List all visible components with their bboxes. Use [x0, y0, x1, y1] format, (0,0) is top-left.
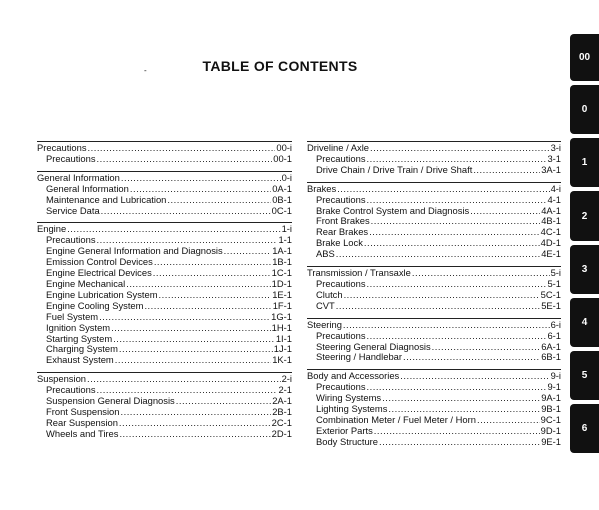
- entry-page-number: 4-1: [547, 193, 561, 205]
- toc-entry[interactable]: [307, 331, 561, 342]
- entry-page-number: 4A-1: [541, 204, 561, 216]
- dot-leader: [121, 173, 281, 184]
- dot-leader: [101, 206, 271, 217]
- entry-page-number: 2B-1: [272, 405, 292, 417]
- entry-page-number: 9D-1: [540, 424, 561, 436]
- dot-leader: [412, 268, 550, 279]
- toc-entry[interactable]: [307, 165, 561, 176]
- dot-leader: [154, 257, 271, 268]
- entry-page-number: 1K-1: [272, 354, 292, 366]
- entry-page-number: 00-1: [273, 152, 292, 164]
- toc-section: [37, 222, 292, 366]
- toc-entry[interactable]: [307, 301, 561, 312]
- entry-label: Drive Chain / Drive Train / Drive Shaft: [316, 163, 473, 175]
- entry-page-number: 4E-1: [541, 248, 561, 260]
- dot-leader: [153, 268, 271, 279]
- entry-label: Maintenance and Lubrication: [46, 193, 167, 205]
- dot-leader: [367, 195, 547, 206]
- entry-label: Suspension General Diagnosis: [46, 395, 175, 407]
- toc-entry[interactable]: [307, 352, 561, 363]
- dot-leader: [343, 320, 550, 331]
- section-tab[interactable]: 4: [570, 298, 599, 347]
- dot-leader: [364, 238, 540, 249]
- entry-page-number: 1A-1: [272, 245, 292, 257]
- entry-label: Brake Control System and Diagnosis: [316, 204, 470, 216]
- entry-page-number: 1I-1: [275, 332, 292, 344]
- stray-mark: -: [144, 66, 147, 75]
- toc-section-heading[interactable]: [307, 184, 561, 195]
- entry-label: Front Suspension: [46, 405, 120, 417]
- entry-page-number: 4D-1: [540, 237, 561, 249]
- dot-leader: [224, 246, 272, 257]
- toc-entry[interactable]: [307, 195, 561, 206]
- toc-section: [307, 266, 561, 312]
- entry-label: Starting System: [46, 332, 113, 344]
- entry-label: Brake Lock: [316, 237, 363, 249]
- entry-page-number: 00-i: [276, 142, 292, 153]
- dot-leader: [120, 407, 271, 418]
- dot-leader: [403, 352, 540, 363]
- dot-leader: [367, 331, 547, 342]
- entry-label: Precautions: [46, 384, 96, 396]
- entry-page-number: 2C-1: [271, 416, 292, 428]
- entry-page-number: 1D-1: [271, 277, 292, 289]
- dot-leader: [371, 216, 541, 227]
- entry-page-number: 4-i: [550, 182, 561, 194]
- entry-label: Fuel System: [46, 310, 99, 322]
- entry-label: Precautions: [37, 142, 87, 153]
- dot-leader: [167, 195, 271, 206]
- entry-label: Body and Accessories: [307, 370, 400, 382]
- entry-label: Precautions: [316, 193, 366, 205]
- entry-label: Driveline / Axle: [307, 142, 370, 153]
- entry-page-number: 1G-1: [271, 310, 292, 322]
- dot-leader: [87, 374, 281, 385]
- entry-label: Body Structure: [316, 435, 379, 447]
- entry-label: Front Brakes: [316, 215, 370, 227]
- toc-entry[interactable]: [37, 355, 292, 366]
- toc-entry[interactable]: [37, 323, 292, 334]
- toc-entry[interactable]: [37, 206, 292, 217]
- entry-label: Charging System: [46, 343, 118, 355]
- dot-leader: [115, 355, 271, 366]
- entry-page-number: 1F-1: [272, 299, 292, 311]
- entry-label: General Information: [46, 182, 129, 194]
- toc-entry[interactable]: [307, 279, 561, 290]
- toc-section: [37, 372, 292, 439]
- entry-page-number: 1-1: [278, 234, 292, 246]
- dot-leader: [432, 342, 541, 353]
- toc-section: [307, 182, 561, 260]
- toc-entry[interactable]: [37, 195, 292, 206]
- entry-label: Transmission / Transaxle: [307, 267, 411, 279]
- entry-page-number: 3-1: [547, 152, 561, 164]
- entry-label: Exhaust System: [46, 354, 114, 366]
- entry-label: Precautions: [316, 381, 366, 393]
- entry-label: Engine General Information and Diagnosis: [46, 245, 223, 257]
- section-tab[interactable]: 6: [570, 404, 599, 453]
- entry-page-number: 9B-1: [541, 403, 561, 415]
- entry-page-number: 6B-1: [541, 351, 561, 363]
- dot-leader: [369, 227, 540, 238]
- entry-label: Steering: [307, 318, 342, 330]
- entry-label: Precautions: [316, 329, 366, 341]
- entry-page-number: 2A-1: [272, 395, 292, 407]
- entry-page-number: 5-1: [547, 277, 561, 289]
- entry-page-number: 4B-1: [541, 215, 561, 227]
- section-tab[interactable]: 2: [570, 191, 599, 241]
- entry-page-number: 5C-1: [540, 288, 561, 300]
- dot-leader: [99, 312, 270, 323]
- entry-page-number: 3A-1: [541, 163, 561, 175]
- entry-label: Precautions: [316, 152, 366, 164]
- dot-leader: [336, 301, 540, 312]
- dot-leader: [97, 154, 273, 165]
- entry-page-number: 9A-1: [541, 392, 561, 404]
- entry-page-number: 1C-1: [271, 267, 292, 279]
- entry-label: Rear Suspension: [46, 416, 118, 428]
- dot-leader: [336, 249, 540, 260]
- entry-page-number: 2-1: [278, 384, 292, 396]
- dot-leader: [67, 224, 280, 235]
- dot-leader: [119, 429, 270, 440]
- dot-leader: [113, 334, 275, 345]
- entry-label: Emission Control Devices: [46, 256, 153, 268]
- entry-label: Engine Lubrication System: [46, 288, 158, 300]
- dot-leader: [367, 279, 547, 290]
- entry-label: Brakes: [307, 182, 337, 194]
- entry-label: Clutch: [316, 288, 343, 300]
- entry-page-number: 9E-1: [541, 435, 561, 447]
- section-tab[interactable]: 00: [570, 34, 599, 81]
- toc-entry[interactable]: [37, 312, 292, 323]
- entry-label: Exterior Parts: [316, 424, 373, 436]
- dot-leader: [119, 418, 271, 429]
- entry-page-number: 1B-1: [272, 256, 292, 268]
- section-tab[interactable]: 3: [570, 245, 599, 294]
- entry-label: Engine: [37, 223, 67, 235]
- toc-entry[interactable]: [37, 429, 292, 440]
- dot-leader: [370, 143, 550, 154]
- dot-leader: [119, 344, 273, 355]
- dot-leader: [344, 290, 540, 301]
- dot-leader: [400, 371, 549, 382]
- section-tab[interactable]: 5: [570, 351, 599, 400]
- toc-entry[interactable]: [37, 184, 292, 195]
- entry-label: Precautions: [46, 152, 96, 164]
- entry-label: Rear Brakes: [316, 226, 369, 238]
- dot-leader: [470, 206, 540, 217]
- toc-section: [307, 318, 561, 364]
- entry-label: ABS: [316, 248, 335, 260]
- dot-leader: [382, 393, 540, 404]
- toc-section: [307, 141, 561, 176]
- entry-page-number: 6A-1: [541, 340, 561, 352]
- entry-page-number: 9C-1: [540, 413, 561, 425]
- entry-label: Engine Cooling System: [46, 299, 144, 311]
- dot-leader: [130, 184, 271, 195]
- toc-entry[interactable]: [37, 154, 292, 165]
- entry-label: Combination Meter / Fuel Meter / Horn: [316, 413, 476, 425]
- entry-page-number: 1H-1: [271, 321, 292, 333]
- toc-section: [37, 141, 292, 165]
- entry-label: Steering / Handlebar: [316, 351, 402, 363]
- entry-page-number: 6-i: [550, 318, 561, 330]
- dot-leader: [379, 437, 540, 448]
- entry-label: Ignition System: [46, 321, 111, 333]
- toc-section-heading[interactable]: [307, 320, 561, 331]
- entry-page-number: 9-i: [550, 370, 561, 382]
- entry-page-number: 9-1: [547, 381, 561, 393]
- entry-page-number: 1E-1: [272, 288, 292, 300]
- entry-label: Precautions: [46, 234, 96, 246]
- dot-leader: [473, 165, 540, 176]
- toc-left-column: [37, 141, 292, 446]
- entry-page-number: 2-i: [281, 373, 292, 385]
- dot-leader: [374, 426, 540, 437]
- entry-label: Lighting Systems: [316, 403, 388, 415]
- entry-label: Wheels and Tires: [46, 427, 119, 439]
- entry-label: Steering General Diagnosis: [316, 340, 431, 352]
- entry-page-number: 1-i: [281, 223, 292, 235]
- entry-page-number: 2D-1: [271, 427, 292, 439]
- page-title: TABLE OF CONTENTS: [202, 58, 358, 74]
- dot-leader: [159, 290, 272, 301]
- entry-page-number: 0A-1: [272, 182, 292, 194]
- entry-label: Suspension: [37, 373, 86, 385]
- section-tab[interactable]: 0: [570, 85, 599, 134]
- entry-page-number: 0B-1: [272, 193, 292, 205]
- dot-leader: [337, 184, 549, 195]
- entry-label: Engine Mechanical: [46, 277, 126, 289]
- entry-label: General Information: [37, 171, 120, 183]
- entry-page-number: 3-i: [550, 142, 561, 153]
- dot-leader: [477, 415, 540, 426]
- entry-page-number: 0-i: [281, 171, 292, 183]
- entry-page-number: 5E-1: [541, 299, 561, 311]
- toc-right-column: [307, 141, 561, 454]
- toc-entry[interactable]: [307, 290, 561, 301]
- entry-label: Engine Electrical Devices: [46, 267, 152, 279]
- entry-label: Precautions: [316, 277, 366, 289]
- toc-entry[interactable]: [307, 249, 561, 260]
- dot-leader: [111, 323, 271, 334]
- toc-entry[interactable]: [307, 238, 561, 249]
- entry-page-number: 1J-1: [273, 343, 292, 355]
- toc-entry[interactable]: [307, 437, 561, 448]
- dot-leader: [144, 301, 271, 312]
- toc-section: [37, 171, 292, 217]
- section-tab[interactable]: 1: [570, 138, 599, 187]
- entry-label: CVT: [316, 299, 335, 311]
- entry-page-number: 4C-1: [540, 226, 561, 238]
- dot-leader: [367, 382, 547, 393]
- entry-label: Service Data: [46, 204, 100, 216]
- toc-section: [307, 369, 561, 447]
- dot-leader: [176, 396, 271, 407]
- entry-page-number: 0C-1: [271, 204, 292, 216]
- entry-page-number: 6-1: [547, 329, 561, 341]
- entry-label: Wiring Systems: [316, 392, 382, 404]
- entry-page-number: 5-i: [550, 267, 561, 279]
- dot-leader: [88, 143, 276, 154]
